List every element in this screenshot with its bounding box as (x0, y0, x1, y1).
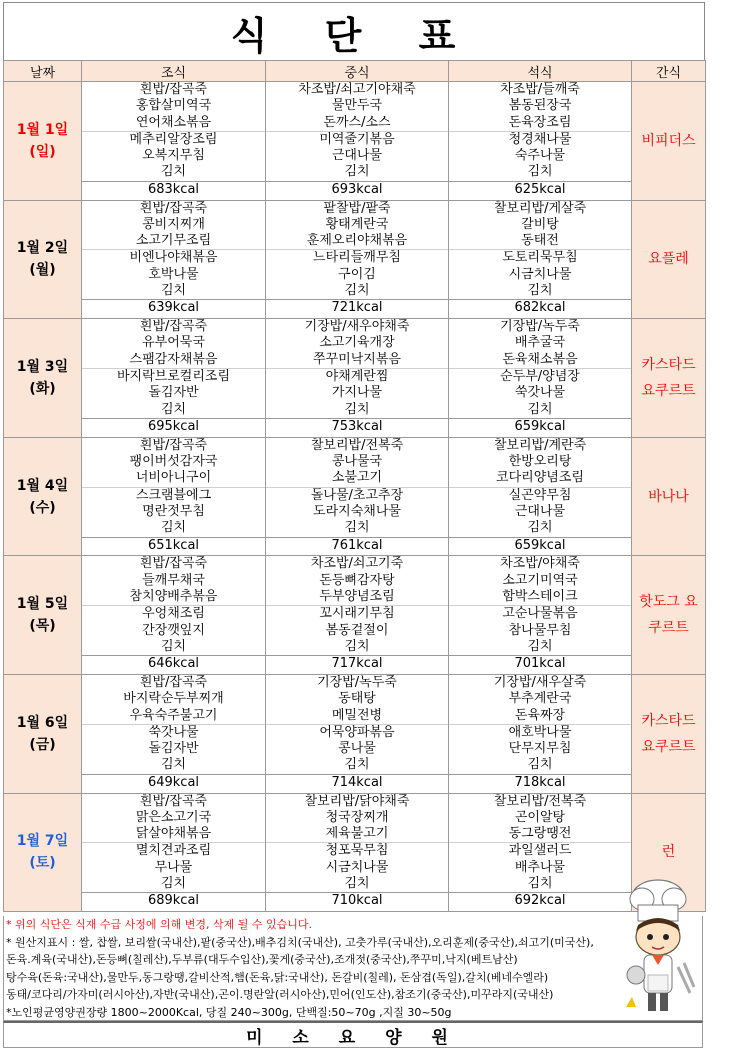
lunch-cell (266, 793, 449, 912)
lunch-cell (266, 556, 449, 675)
lunch-items (266, 556, 448, 655)
lunch-items (266, 319, 448, 418)
menu-item: 미역줄기볶음 (266, 131, 448, 148)
menu-item: 김치 (527, 401, 553, 417)
menu-item: 고순나물볶음 (449, 605, 631, 622)
menu-item: 맑은소고기국 (135, 809, 212, 825)
menu-item: 돌김자반 (148, 741, 199, 757)
menu-item: 돈등뼈감자탕 (319, 572, 395, 588)
day-row (4, 319, 706, 438)
lunch-items (266, 82, 448, 181)
date-cell (4, 200, 82, 319)
breakfast-cell (82, 82, 266, 201)
breakfast-kcal: 639kcal (82, 299, 265, 316)
menu-item: 돈까스/소스 (323, 114, 391, 130)
menu-item: 찰보리밥/게살죽 (493, 200, 587, 216)
menu-item: 찰보리밥/전복죽 (493, 793, 587, 809)
lunch-items (266, 201, 448, 300)
snack-cell (632, 556, 706, 675)
menu-item: 숙주나물 (514, 148, 566, 164)
day-row (4, 200, 706, 319)
dinner-items (449, 675, 631, 774)
note-nutrition: *노인평균영양권장량 1800~2000Kcal, 당질 240~300g, 단백질:50~70g ,지질 30~50g (6, 1005, 452, 1019)
lunch-kcal: 717kcal (266, 655, 448, 672)
menu-item: 단무지무침 (508, 741, 572, 757)
lunch-items (266, 675, 448, 774)
menu-item: 김치 (344, 757, 370, 773)
weekday-label: (월) (29, 262, 56, 279)
snack-label: 요쿠르트 (641, 382, 696, 399)
menu-item: 찰보리밥/전복죽 (310, 437, 404, 453)
dinner-cell (449, 82, 632, 201)
menu-item: 흰밥/잡곡죽 (139, 437, 208, 453)
menu-item: 시금치나물 (508, 266, 572, 282)
menu-item: 김치 (344, 638, 370, 654)
breakfast-cell (82, 674, 266, 793)
menu-item: 김치 (344, 283, 370, 299)
breakfast-items (82, 201, 265, 300)
dinner-cell (449, 674, 632, 793)
weekday-label: (수) (29, 499, 56, 516)
menu-item: 코다리양념조림 (496, 470, 584, 486)
menu-item: 어묵양파볶음 (266, 724, 448, 741)
menu-item: 홍합살미역국 (135, 98, 212, 114)
menu-item: 순두부/양념장 (449, 368, 631, 385)
menu-item: 바지락브로컬리조림 (82, 368, 265, 385)
breakfast-kcal: 646kcal (82, 655, 265, 672)
menu-item: 메밀전병 (331, 707, 383, 723)
dinner-items (449, 794, 631, 893)
menu-item: 김치 (344, 520, 370, 536)
menu-item: 찰보리밥/닭야채죽 (304, 793, 410, 809)
menu-item: 무나물 (154, 859, 193, 875)
day-row (4, 793, 706, 912)
day-row (4, 674, 706, 793)
menu-item: 배추굴국 (514, 335, 566, 351)
menu-item: 느타리들깨무침 (266, 249, 448, 266)
menu-item: 메추리알장조림 (82, 131, 265, 148)
breakfast-items (82, 438, 265, 537)
menu-item: 소고기무조림 (135, 233, 212, 249)
menu-item: 스크램블에그 (82, 487, 265, 504)
lunch-items (266, 794, 448, 893)
snack-cell (632, 319, 706, 438)
menu-item: 기장밥/새우살죽 (493, 674, 587, 690)
lunch-cell (266, 437, 449, 556)
menu-item: 근대나물 (514, 503, 566, 519)
menu-item: 들깨무채국 (142, 572, 205, 588)
menu-item: 차조밥/들깨죽 (500, 82, 580, 97)
dinner-items (449, 438, 631, 537)
menu-item: 돌김자반 (148, 385, 199, 401)
menu-item: 유부어묵국 (142, 335, 205, 351)
lunch-kcal: 721kcal (266, 299, 448, 316)
menu-item: 차조밥/야채죽 (500, 556, 580, 572)
weekday-label: (금) (29, 736, 56, 753)
menu-item: 김치 (160, 757, 187, 773)
menu-item: 김치 (344, 876, 370, 892)
dinner-kcal: 625kcal (449, 181, 631, 198)
header-lunch: 중식 (266, 61, 449, 82)
menu-item: 소고기미역국 (502, 572, 578, 588)
dinner-kcal: 692kcal (449, 892, 631, 909)
menu-item: 기장밥/녹두죽 (317, 674, 397, 690)
lunch-cell (266, 674, 449, 793)
menu-item: 흰밥/잡곡죽 (139, 200, 208, 216)
menu-item: 김치 (527, 283, 553, 299)
snack-label: 카스타드 (641, 712, 696, 729)
date-cell (4, 82, 82, 201)
menu-item: 명란젓무침 (142, 503, 205, 519)
breakfast-kcal: 649kcal (82, 774, 265, 791)
menu-item: 우엉채조림 (82, 605, 265, 622)
menu-item: 비엔나야채볶음 (82, 249, 265, 266)
menu-item: 쑥갓나물 (514, 385, 566, 401)
day-row (4, 82, 706, 201)
menu-item: 청포묵무침 (266, 842, 448, 859)
dinner-cell (449, 793, 632, 912)
menu-item: 청국장찌개 (325, 809, 389, 825)
breakfast-items (82, 794, 265, 893)
snack-label: 비피더스 (641, 132, 696, 149)
date-cell (4, 319, 82, 438)
breakfast-items (82, 319, 265, 418)
snack-cell (632, 437, 706, 556)
menu-item: 흰밥/잡곡죽 (139, 793, 208, 809)
menu-item: 동태전 (521, 233, 559, 249)
date-cell (4, 793, 82, 912)
menu-item: 청경채나물 (449, 131, 631, 148)
menu-item: 돌나물/초고추장 (266, 487, 448, 504)
menu-item: 차조밥/쇠고기야채죽 (298, 82, 416, 97)
menu-item: 김치 (527, 164, 553, 180)
menu-item: 호박나물 (148, 266, 199, 282)
menu-item: 김치 (527, 638, 553, 654)
menu-item: 동태탕 (338, 691, 376, 707)
menu-item: 찰보리밥/계란죽 (493, 437, 587, 453)
header-dinner: 석식 (449, 61, 632, 82)
menu-item: 김치 (527, 757, 553, 773)
dinner-cell (449, 556, 632, 675)
weekday-label: (일) (29, 143, 56, 160)
breakfast-kcal: 695kcal (82, 418, 265, 435)
dinner-kcal: 682kcal (449, 299, 631, 316)
menu-item: 흰밥/잡곡죽 (139, 556, 208, 572)
weekday-label: (토) (29, 855, 56, 872)
menu-item: 오복지무침 (142, 148, 205, 164)
menu-item: 바지락순두부찌개 (123, 691, 224, 707)
dinner-kcal: 701kcal (449, 655, 631, 672)
note-change: * 위의 식단은 식재 수급 사정에 의해 변경, 삭제 될 수 있습니다. (6, 918, 312, 931)
snack-label: 런 (661, 844, 676, 861)
lunch-cell (266, 82, 449, 201)
snack-label: 요쿠르트 (641, 738, 696, 755)
menu-item: 연어채소볶음 (135, 114, 212, 130)
menu-item: 김치 (160, 283, 187, 299)
breakfast-kcal: 689kcal (82, 892, 265, 909)
dinner-cell (449, 200, 632, 319)
menu-item: 갈비탕 (521, 216, 559, 232)
menu-item: 과일샐러드 (449, 842, 631, 859)
breakfast-cell (82, 793, 266, 912)
breakfast-cell (82, 556, 266, 675)
menu-item: 콩나물 (338, 741, 376, 757)
note-origin: * 원산지표시 : 쌀, 찹쌀, 보리쌀(국내산),팥(중국산),배추김치(국내산), 고춧가루(국내산),오리훈제(중국산),쇠고기(미국산), (6, 935, 594, 949)
lunch-kcal: 714kcal (266, 774, 448, 791)
breakfast-kcal: 683kcal (82, 181, 265, 198)
date-label: 1월 7일 (16, 833, 69, 850)
menu-item: 쭈꾸미낙지볶음 (313, 351, 401, 367)
notes (3, 916, 703, 1021)
menu-item: 닭살야채볶음 (135, 826, 212, 842)
menu-item: 우육숙주불고기 (129, 707, 218, 723)
breakfast-cell (82, 437, 266, 556)
menu-item: 팥찰밥/팥죽 (323, 200, 391, 216)
menu-item: 너비아니구이 (135, 470, 212, 486)
menu-item: 애호박나물 (449, 724, 631, 741)
dinner-kcal: 718kcal (449, 774, 631, 791)
menu-item: 참치양배추볶음 (129, 588, 218, 604)
date-label: 1월 6일 (16, 714, 69, 731)
menu-item: 김치 (160, 520, 187, 536)
menu-item: 봄동된장국 (508, 98, 572, 114)
menu-item: 도라지숙채나물 (313, 503, 401, 519)
menu-item: 훈제오리야채볶음 (306, 233, 408, 249)
date-cell (4, 556, 82, 675)
date-label: 1월 2일 (16, 240, 69, 257)
lunch-kcal: 753kcal (266, 418, 448, 435)
menu-item: 물만두국 (331, 98, 383, 114)
lunch-cell (266, 200, 449, 319)
menu-item: 김치 (344, 164, 370, 180)
date-label: 1월 4일 (16, 477, 69, 494)
menu-item: 흰밥/잡곡죽 (139, 82, 208, 97)
lunch-kcal: 693kcal (266, 181, 448, 198)
menu-item: 함박스테이크 (502, 588, 578, 604)
menu-item: 차조밥/쇠고기죽 (310, 556, 404, 572)
breakfast-items (82, 556, 265, 655)
breakfast-kcal: 651kcal (82, 537, 265, 554)
date-label: 1월 3일 (16, 358, 69, 375)
menu-item: 김치 (160, 401, 187, 417)
menu-item: 김치 (160, 876, 187, 892)
lunch-kcal: 761kcal (266, 537, 448, 554)
menu-item: 돈육채소볶음 (502, 351, 578, 367)
date-cell (4, 437, 82, 556)
menu-item: 기장밥/새우야채죽 (304, 319, 410, 335)
weekday-label: (목) (29, 618, 56, 635)
header-breakfast: 조식 (82, 61, 266, 82)
menu-item: 곤이알탕 (514, 809, 566, 825)
menu-item: 구이김 (338, 266, 376, 282)
menu-item: 콩비지찌개 (142, 216, 205, 232)
lunch-cell (266, 319, 449, 438)
menu-item: 김치 (160, 638, 187, 654)
menu-item: 소불고기 (331, 470, 383, 486)
dinner-items (449, 82, 631, 181)
menu-item: 황태계란국 (325, 216, 389, 232)
note-origin-3: 탕수육(돈육:국내산),물만두,동그랑땡,갈비산적,햄(돈육,닭:국내산), 돈갈비(칠레), 돈삼겹(독일),갈치(베네수엘라) (6, 970, 549, 984)
date-label: 1월 1일 (16, 121, 69, 138)
header-snack: 간식 (632, 61, 706, 82)
menu-item: 김치 (527, 520, 553, 536)
breakfast-items (82, 82, 265, 181)
weekday-label: (화) (29, 380, 56, 397)
menu-item: 흰밥/잡곡죽 (139, 674, 208, 690)
menu-item: 가지나물 (331, 385, 383, 401)
menu-item: 김치 (527, 876, 553, 892)
snack-label: 요플레 (648, 251, 689, 268)
dinner-cell (449, 319, 632, 438)
dinner-items (449, 556, 631, 655)
breakfast-cell (82, 319, 266, 438)
menu-item: 간장깻잎지 (142, 622, 205, 638)
snack-cell (632, 82, 706, 201)
dinner-kcal: 659kcal (449, 537, 631, 554)
header-row (4, 61, 706, 82)
menu-item: 도토리묵무침 (449, 249, 631, 266)
menu-item: 한방오리탕 (508, 454, 572, 470)
menu-item: 돈육장조림 (508, 114, 572, 130)
menu-item: 흰밥/잡곡죽 (139, 319, 208, 335)
note-origin-2: 돈육.계육(국내산),돈등뼈(칠레산),두부류(대두수입산),꽃게(중국산),조개젓(중국산),쭈꾸미,낙지(베트남산) (6, 953, 518, 966)
menu-item: 봄동겉절이 (325, 622, 389, 638)
menu-item: 돈육짜장 (514, 707, 566, 723)
dinner-cell (449, 437, 632, 556)
dinner-kcal: 659kcal (449, 418, 631, 435)
menu-item: 동그랑땡전 (508, 826, 572, 842)
footer-org-name: 미 소 요 양 원 (3, 1021, 703, 1048)
menu-item: 김치 (160, 164, 187, 180)
breakfast-items (82, 675, 265, 774)
menu-item: 소고기육개장 (319, 335, 395, 351)
dinner-items (449, 319, 631, 418)
menu-item: 쑥갓나물 (82, 724, 265, 741)
menu-item: 야채계란찜 (266, 368, 448, 385)
menu-item: 근대나물 (331, 148, 383, 164)
snack-cell (632, 674, 706, 793)
menu-item: 시금치나물 (325, 859, 389, 875)
snack-label: 카스타드 (641, 356, 696, 373)
menu-table (3, 60, 706, 912)
menu-item: 김치 (344, 401, 370, 417)
note-origin-4: 동태/코다리/가자미(러시아산),자반(국내산),곤이.명란알(러시아산),민어(인도산),참조기(중국산),미꾸라지(국내산) (6, 988, 554, 1001)
page-title: 식 단 표 (3, 2, 705, 61)
menu-item: 멸치견과조림 (82, 842, 265, 859)
snack-label: 핫도그 요 (639, 594, 698, 611)
menu-body (4, 82, 706, 912)
date-cell (4, 674, 82, 793)
menu-item: 참나물무침 (508, 622, 572, 638)
menu-item: 제육불고기 (325, 826, 389, 842)
header-date: 날짜 (4, 61, 82, 82)
menu-item: 부추계란국 (508, 691, 572, 707)
lunch-kcal: 710kcal (266, 892, 448, 909)
date-label: 1월 5일 (16, 596, 69, 613)
menu-item: 스팸감자채볶음 (129, 351, 218, 367)
snack-label: 바나나 (648, 488, 689, 505)
menu-item: 배추나물 (514, 859, 566, 875)
menu-item: 실곤약무침 (449, 487, 631, 504)
menu-item: 두부양념조림 (319, 588, 395, 604)
menu-item: 콩나물국 (331, 454, 383, 470)
snack-cell (632, 200, 706, 319)
chef-illustration (618, 875, 698, 1025)
menu-item: 꼬시래기무침 (266, 605, 448, 622)
day-row (4, 437, 706, 556)
menu-item: 팽이버섯감자국 (129, 454, 218, 470)
menu-item: 기장밥/녹두죽 (500, 319, 580, 335)
day-row (4, 556, 706, 675)
snack-label: 쿠르트 (648, 620, 689, 637)
lunch-items (266, 438, 448, 537)
dinner-items (449, 201, 631, 300)
breakfast-cell (82, 200, 266, 319)
